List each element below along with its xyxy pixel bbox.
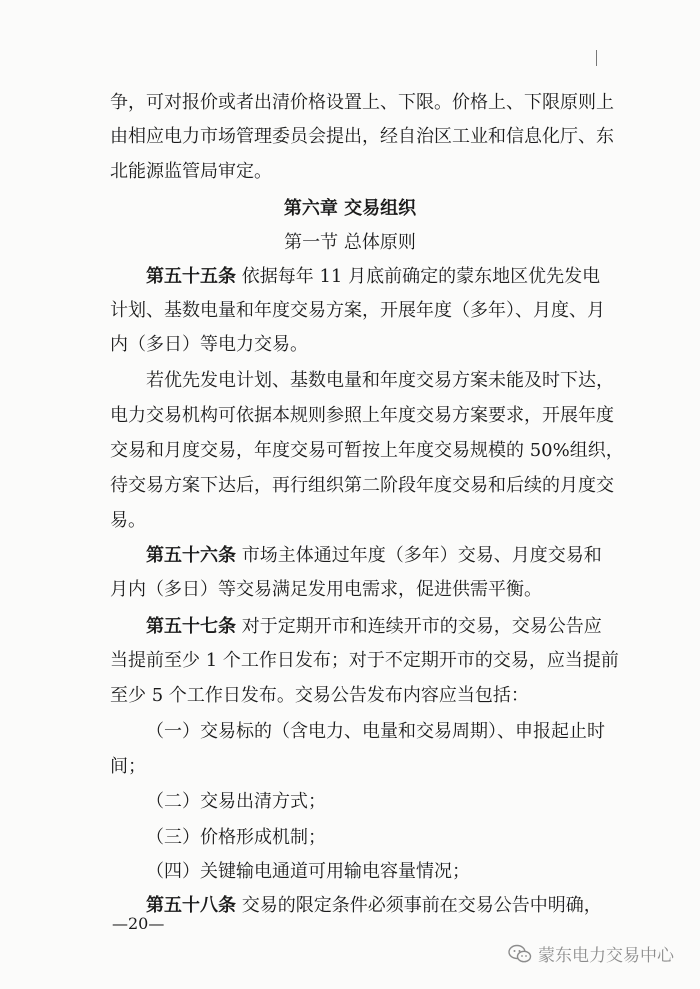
edge-mark [596, 50, 597, 66]
watermark-text: 蒙东电力交易中心 [538, 946, 674, 966]
text-line: 电力交易机构可依据本规则参照上年度交易方案要求，开展年度 [110, 405, 614, 426]
list-item: （三）价格形成机制； [146, 827, 326, 848]
wechat-icon [508, 944, 532, 964]
list-item-continued: 间； [110, 756, 146, 777]
article-55-text: 依据每年 11 月底前确定的蒙东地区优先发电 [236, 266, 601, 287]
article-55-label: 第五十五条 [146, 266, 236, 287]
article-57-label: 第五十七条 [146, 616, 236, 637]
text-line: 若优先发电计划、基数电量和年度交易方案未能及时下达， [146, 370, 614, 391]
text-line: 待交易方案下达后，再行组织第二阶段年度交易和后续的月度交 [110, 475, 614, 496]
article-57-text: 对于定期开市和连续开市的交易，交易公告应 [236, 616, 602, 637]
text-line: 月内（多日）等交易满足发用电需求，促进供需平衡。 [110, 579, 542, 600]
article-56-line-1 [146, 543, 602, 569]
article-58-label: 第五十八条 [146, 895, 236, 916]
text-line: 计划、基数电量和年度交易方案，开展年度（多年）、月度、月 [110, 300, 605, 321]
article-56-label: 第五十六条 [146, 545, 236, 566]
article-58-text: 交易的限定条件必须事前在交易公告中明确， [236, 895, 602, 916]
article-56-text: 市场主体通过年度（多年）交易、月度交易和 [236, 545, 602, 566]
chapter-title: 第六章 交易组织 [283, 198, 417, 219]
list-item: （一）交易标的（含电力、电量和交易周期）、申报起止时 [146, 721, 605, 742]
text-line: 至少 5 个工作日发布。交易公告发布内容应当包括： [110, 685, 529, 706]
text-line: 交易和月度交易，年度交易可暂按上年度交易规模的 50%组织， [110, 440, 624, 461]
section-title: 第一节 总体原则 [284, 232, 416, 253]
text-line: 争，可对报价或者出清价格设置上、下限。价格上、下限原则上 [110, 92, 614, 113]
text-line: 北能源监管局审定。 [110, 161, 272, 182]
text-line: 易。 [110, 510, 146, 531]
list-item: （四）关键输电通道可用输电容量情况； [146, 861, 470, 882]
list-item: （二）交易出清方式； [146, 791, 326, 812]
article-57-line-1 [146, 614, 602, 640]
text-line: 内（多日）等电力交易。 [110, 334, 308, 355]
text-line: 当提前至少 1 个工作日发布；对于不定期开市的交易，应当提前 [110, 650, 619, 671]
watermark [508, 941, 674, 966]
article-55-line-1 [146, 264, 600, 290]
page-number: —20— [112, 914, 165, 933]
article-58-line-1 [146, 893, 602, 919]
text-line: 由相应电力市场管理委员会提出，经自治区工业和信息化厅、东 [110, 126, 614, 147]
